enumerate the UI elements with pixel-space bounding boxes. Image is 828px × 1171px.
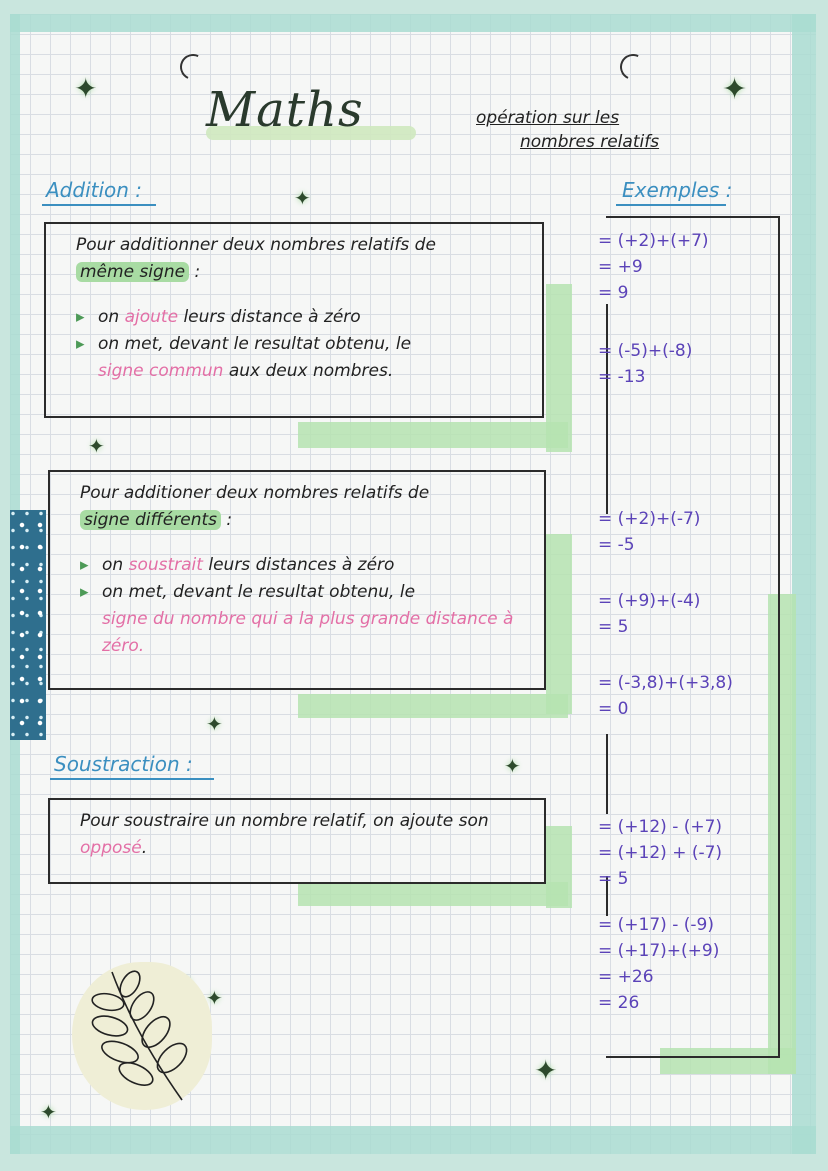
green-strip-2-vertical — [546, 534, 572, 714]
tape-bottom — [10, 1126, 816, 1154]
example-line: = (-5)+(-8) — [598, 341, 693, 361]
example-line: = 5 — [598, 617, 629, 637]
subtitle-line-2: nombres relatifs — [520, 132, 660, 152]
box1-bullet-2: ▸ on met, devant le resultat obtenu, le — [76, 331, 526, 358]
page-title: Maths — [206, 82, 364, 138]
sparkle-icon: ✦ — [40, 1100, 57, 1124]
sparkle-icon: ✦ — [74, 72, 98, 105]
example-line: = -13 — [598, 367, 646, 387]
addition-different-sign-box — [48, 470, 546, 690]
box1-intro-2: même signe : — [76, 259, 526, 286]
leaf-icon — [72, 962, 212, 1110]
box3-text: Pour soustraire un nombre relatif, on ajoute son opposé. — [80, 811, 489, 858]
box2-intro-2: signe différents : — [80, 507, 528, 534]
example-line: = 5 — [598, 869, 629, 889]
page-subtitle — [448, 106, 659, 154]
sparkle-icon: ✦ — [206, 712, 223, 736]
example-line: = (+12) + (-7) — [598, 843, 723, 863]
sparkle-icon: ✦ — [722, 72, 748, 107]
example-line: = (+17)+(+9) — [598, 941, 720, 961]
example-group-2 — [598, 338, 692, 390]
examples-divider — [606, 734, 608, 814]
exemples-heading-underline — [616, 204, 726, 206]
addition-heading-underline — [42, 204, 156, 206]
addition-heading: Addition : — [46, 178, 143, 202]
green-strip-1-horizontal — [298, 422, 568, 448]
example-group-7 — [598, 912, 719, 1016]
examples-divider — [606, 404, 608, 514]
example-line: = (+12) - (+7) — [598, 817, 723, 837]
green-strip-2-horizontal — [298, 694, 568, 718]
example-line: = (+9)+(-4) — [598, 591, 701, 611]
example-group-3 — [598, 506, 700, 558]
example-group-1 — [598, 228, 709, 306]
example-line: = -5 — [598, 535, 635, 555]
soustraction-heading-underline — [50, 778, 214, 780]
sparkle-icon: ✦ — [88, 434, 105, 458]
example-line: = +9 — [598, 257, 643, 277]
subtitle-line-1: opération sur les — [476, 108, 620, 128]
sparkle-icon: ✦ — [504, 754, 521, 778]
box1-bullet-2-continued: signe commun aux deux nombres. — [98, 361, 394, 381]
soustraction-heading: Soustraction : — [54, 752, 193, 776]
box2-bullet-2-continued: signe du nombre qui a la plus grande distance à zéro. — [102, 609, 514, 656]
soustraction-box — [48, 798, 546, 884]
moon-icon — [176, 50, 209, 83]
green-strip-3-horizontal — [298, 882, 568, 906]
washi-tape — [10, 510, 46, 740]
example-line: = (+2)+(-7) — [598, 509, 701, 529]
notebook-page — [10, 14, 816, 1154]
exemples-heading: Exemples : — [622, 178, 733, 202]
moon-icon — [616, 50, 649, 83]
example-group-6 — [598, 814, 722, 892]
leaf-sticker — [72, 962, 212, 1110]
box2-intro: Pour additioner deux nombres relatifs de — [80, 483, 430, 503]
example-line: = 0 — [598, 699, 629, 719]
box2-bullet-2: ▸ on met, devant le resultat obtenu, le — [80, 579, 528, 606]
sparkle-icon: ✦ — [206, 986, 223, 1010]
tape-top — [10, 14, 816, 32]
example-line: = (-3,8)+(+3,8) — [598, 673, 733, 693]
different-sign-highlight: signe différents — [80, 510, 221, 530]
example-line: = 26 — [598, 993, 640, 1013]
box2-bullet-1: ▸ on soustrait leurs distances à zéro — [80, 552, 528, 579]
example-group-4 — [598, 588, 700, 640]
example-line: = (+2)+(+7) — [598, 231, 709, 251]
addition-same-sign-box — [44, 222, 544, 418]
sparkle-icon: ✦ — [294, 186, 311, 210]
same-sign-highlight: même signe — [76, 262, 189, 282]
example-line: = (+17) - (-9) — [598, 915, 714, 935]
box1-bullet-1: ▸ on ajoute leurs distance à zéro — [76, 304, 526, 331]
sparkle-icon: ✦ — [534, 1054, 558, 1087]
example-line: = 9 — [598, 283, 629, 303]
box1-intro: Pour additionner deux nombres relatifs de — [76, 235, 436, 255]
example-line: = +26 — [598, 967, 654, 987]
example-group-5 — [598, 670, 733, 722]
